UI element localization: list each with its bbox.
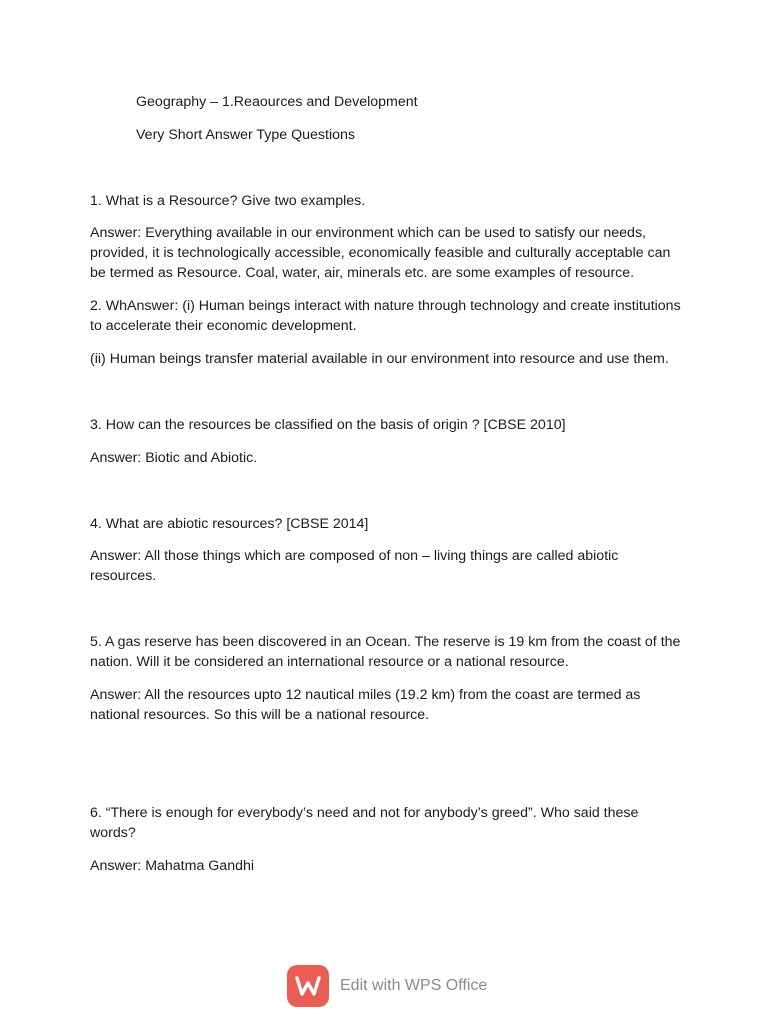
question-6: 6. “There is enough for everybody’s need and not for anybody’s greed”. Who said these words?	[90, 805, 639, 841]
question-4: 4. What are abiotic resources? [CBSE 2014]	[90, 516, 369, 532]
answer-1: Answer: Everything available in our environment which can be used to satisfy our needs, provided, it is technologically accessible, economically feasible and culturally acceptable can be termed as Resource. Coal, water, air, minerals etc. are some examples of resource.	[90, 225, 671, 281]
answer-2: (ii) Human beings transfer material available in our environment into resource and use them.	[90, 351, 669, 367]
document-subtitle: Very Short Answer Type Questions	[136, 127, 355, 143]
answer-3: Answer: Biotic and Abiotic.	[90, 450, 258, 466]
question-5: 5. A gas reserve has been discovered in an Ocean. The reserve is 19 km from the coast of the nation. Will it be considered an international resource or a national resource.	[90, 634, 681, 670]
question-3: 3. How can the resources be classified on the basis of origin ? [CBSE 2010]	[90, 417, 566, 433]
answer-5: Answer: All the resources upto 12 nautical miles (19.2 km) from the coast are termed as national resources. So this will be a national resource.	[90, 687, 641, 723]
answer-6: Answer: Mahatma Gandhi	[90, 858, 255, 874]
question-2: 2. WhAnswer: (i) Human beings interact with nature through technology and create institutions to accelerate their economic development.	[90, 298, 681, 334]
wps-edit-banner[interactable]	[287, 965, 487, 1007]
document-title: Geography – 1.Reaources and Development	[136, 94, 418, 110]
answer-4: Answer: All those things which are composed of non – living things are called abiotic resources.	[90, 548, 619, 584]
wps-edit-label[interactable]: Edit with WPS Office	[340, 977, 488, 994]
question-1: 1. What is a Resource? Give two examples.	[90, 193, 366, 209]
wps-office-logo-icon	[287, 965, 329, 1007]
